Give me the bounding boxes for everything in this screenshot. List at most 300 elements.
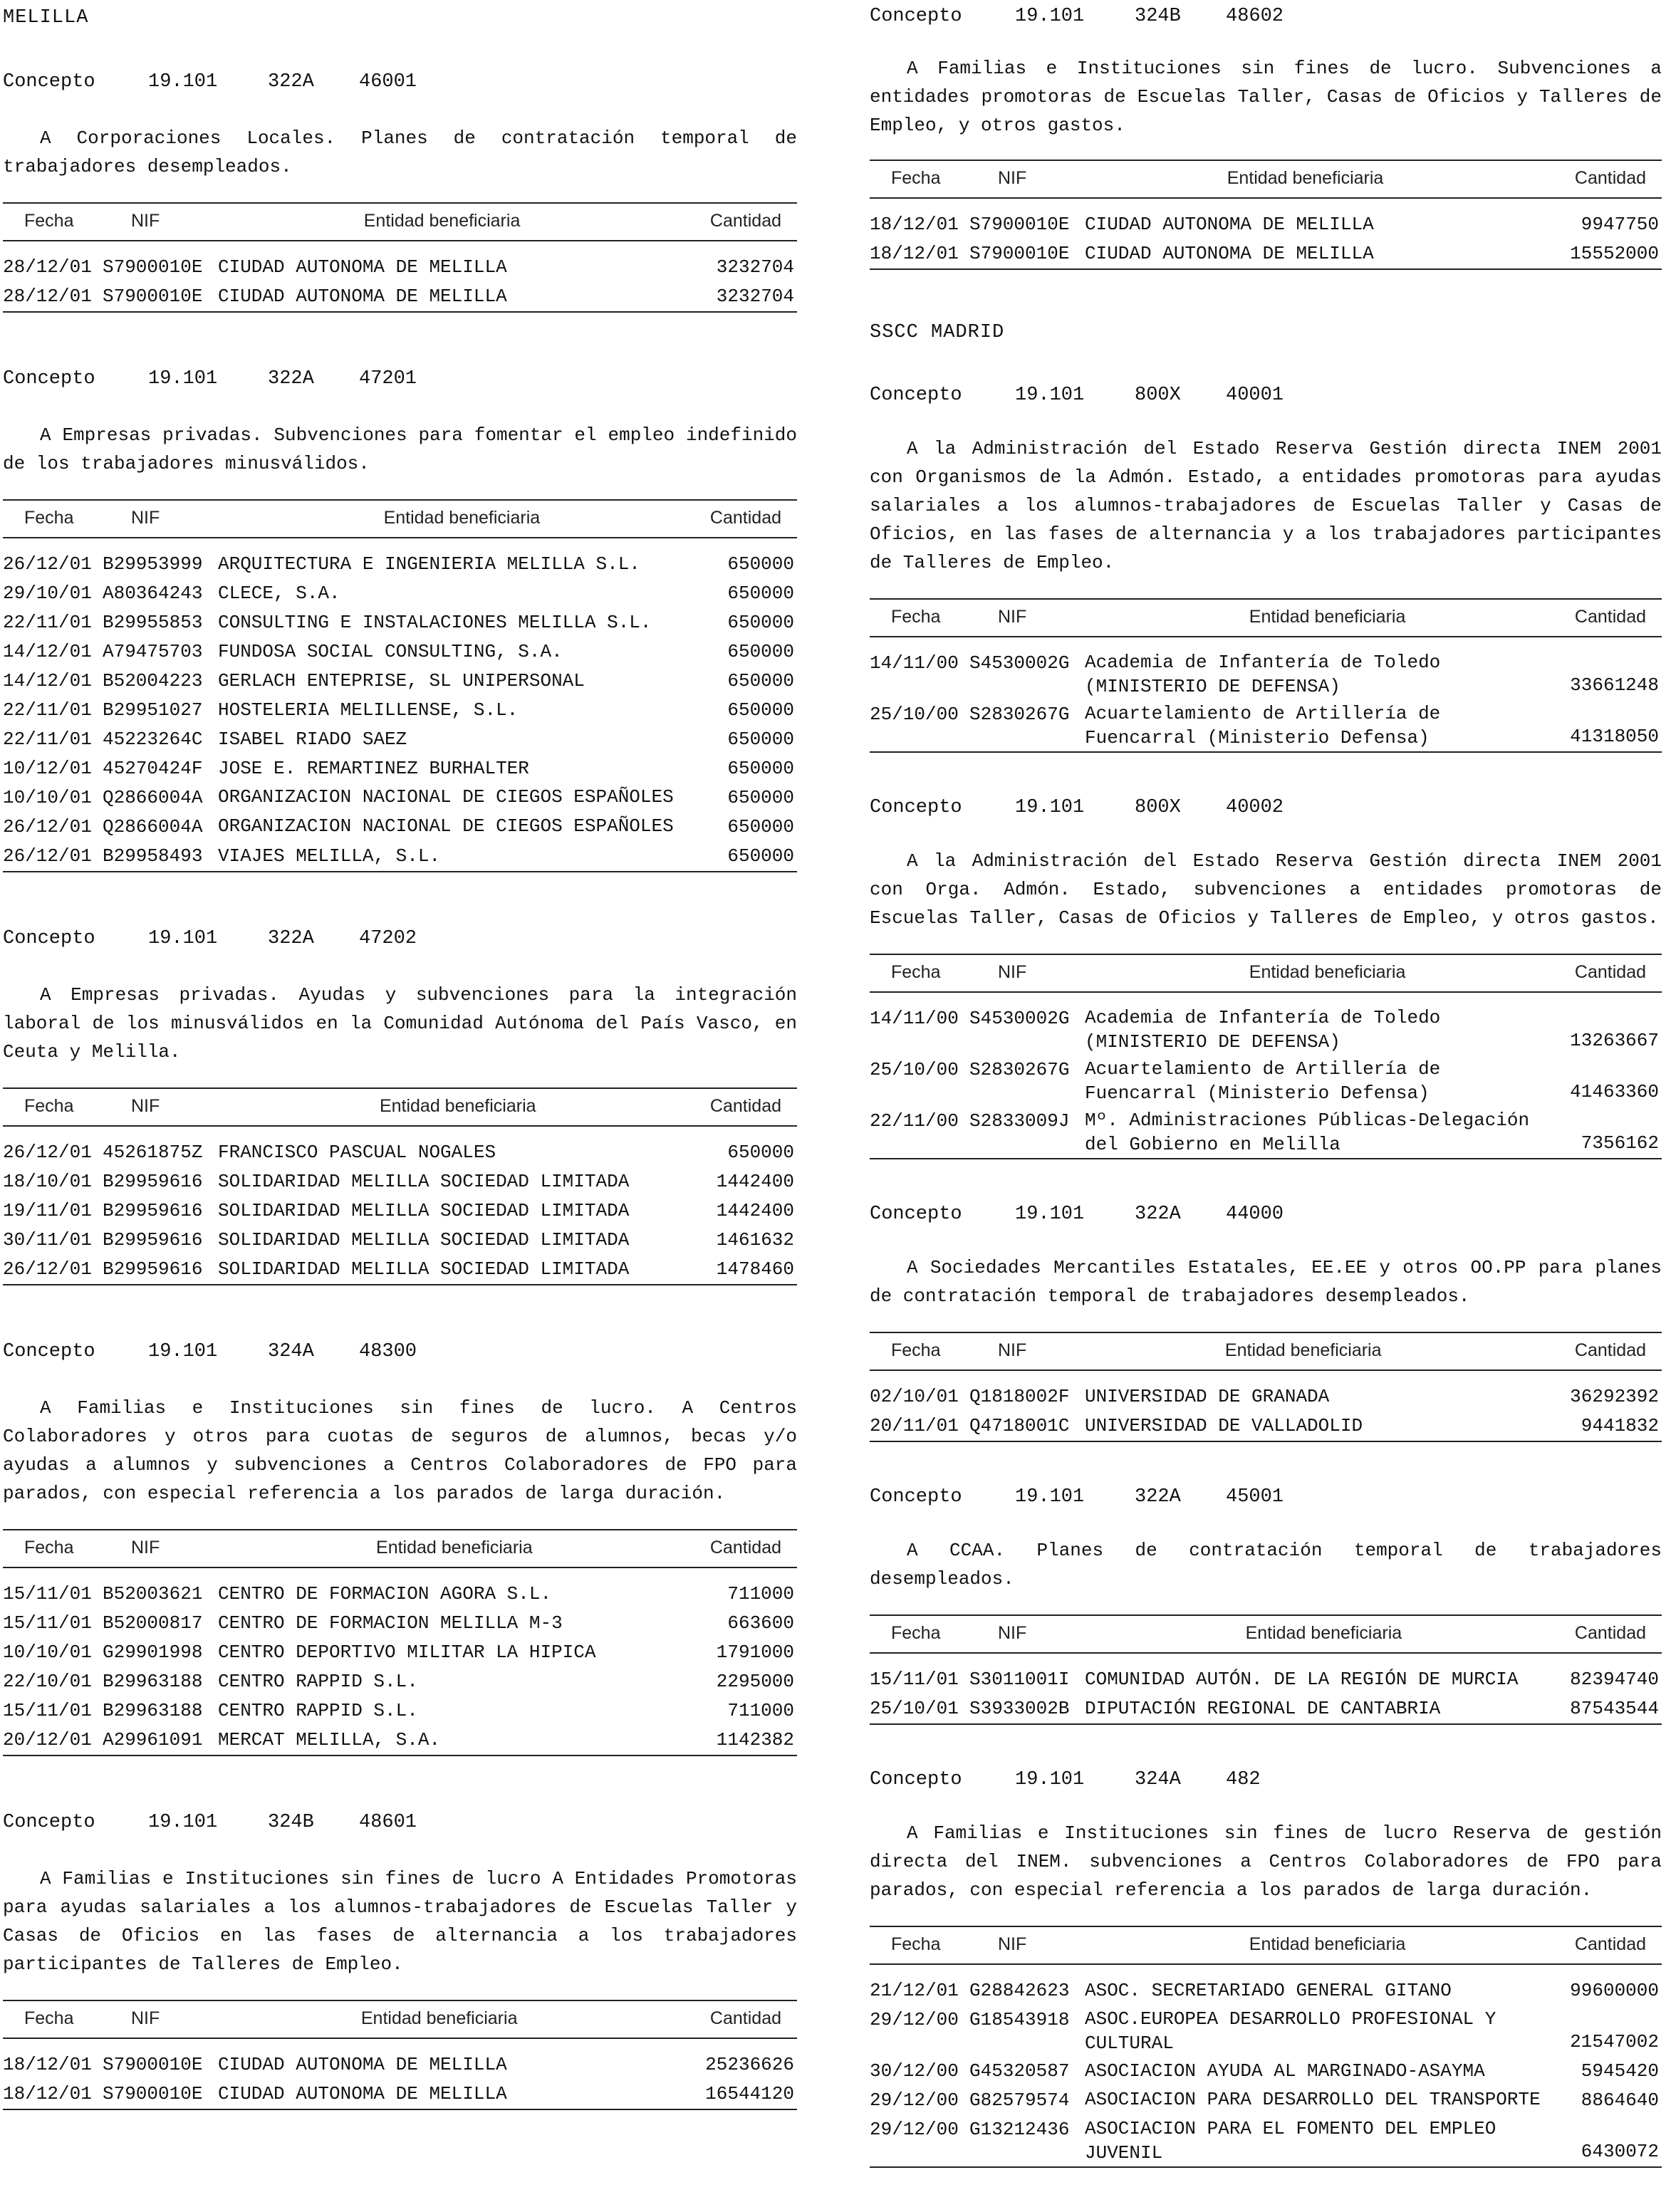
cell-cantidad: 650000 [727, 729, 794, 750]
concepto-code: 19.101 [1015, 6, 1085, 27]
cell-entidad: CIUDAD AUTONOMA DE MELILLA [218, 286, 507, 307]
header-entidad: Entidad beneficiaria [1085, 1332, 1521, 1370]
cell-fecha: 22/11/01 [3, 729, 92, 750]
header-cantidad: Cantidad [666, 203, 797, 241]
cell-fecha: 30/11/01 [3, 1229, 92, 1251]
cell-entidad: VIAJES MELILLA, S.L. [218, 845, 441, 867]
cell-nif: S7900010E [969, 243, 1070, 264]
header-cantidad: Cantidad [1570, 599, 1662, 637]
table-bottom-rule [870, 269, 1662, 274]
cell-nif: S2830267G [969, 1059, 1070, 1080]
concepto-description: A Empresas privadas. Subvenciones para fomentar el empleo indefinido de los trabajadores minusválidos. [3, 424, 797, 474]
cell-nif: Q4718001C [969, 1415, 1070, 1436]
cell-cantidad: 650000 [727, 699, 794, 721]
cell-fecha: 25/10/00 [870, 1059, 959, 1080]
cell-nif: A80364243 [103, 583, 203, 604]
concepto-description: A CCAA. Planes de contratación temporal de trabajadores desempleados. [870, 1540, 1662, 1590]
table-row [3, 1638, 797, 1667]
concepto-section [870, 1769, 1662, 2172]
cell-cantidad: 7356162 [1581, 1132, 1659, 1154]
cell-fecha: 29/12/00 [870, 2090, 959, 2111]
header-cantidad: Cantidad [660, 2000, 797, 2038]
header-fecha: Fecha [870, 160, 969, 198]
header-entidad: Entidad beneficiaria [1085, 599, 1570, 637]
header-nif: NIF [103, 2000, 218, 2038]
cell-entidad: UNIVERSIDAD DE GRANADA [1085, 1386, 1330, 1407]
cell-fecha: 15/11/01 [870, 1669, 959, 1690]
cell-cantidad: 711000 [727, 1583, 794, 1605]
cell-entidad: CIUDAD AUTONOMA DE MELILLA [218, 2054, 507, 2075]
cell-fecha: 25/10/00 [870, 704, 959, 725]
concepto-program: 322A [1135, 1486, 1181, 1508]
concepto-code: 19.101 [148, 368, 218, 390]
table-row [3, 842, 797, 872]
cell-cantidad: 650000 [727, 583, 794, 604]
cell-nif: Q2866004A [103, 816, 203, 838]
table-row [870, 1370, 1662, 1412]
header-entidad: Entidad beneficiaria [1085, 1926, 1570, 1964]
cell-fecha: 20/12/01 [3, 1729, 92, 1751]
cell-nif: 45223264C [103, 729, 203, 750]
cell-cantidad: 33661248 [1570, 674, 1659, 696]
cell-cantidad: 650000 [727, 845, 794, 867]
table-row [3, 1226, 797, 1255]
header-nif: NIF [103, 1088, 218, 1126]
table-row [3, 754, 797, 783]
cell-cantidad: 1478460 [716, 1258, 794, 1280]
cell-fecha: 22/11/01 [3, 612, 92, 633]
table-row [3, 1567, 797, 1609]
cell-cantidad: 15552000 [1570, 243, 1659, 264]
concepto-label: Concepto [3, 368, 95, 390]
table-row [870, 992, 1662, 1055]
cell-entidad: CIUDAD AUTONOMA DE MELILLA [218, 2083, 507, 2104]
concepto-code: 19.101 [1015, 1204, 1085, 1225]
table-row [3, 1255, 797, 1285]
table-row [870, 1412, 1662, 1441]
concepto-label: Concepto [3, 71, 95, 93]
cell-entidad: CENTRO RAPPID S.L. [218, 1671, 418, 1692]
cell-cantidad: 5945420 [1581, 2060, 1659, 2082]
cell-nif: 45270424F [103, 758, 203, 779]
cell-entidad: ASOC. SECRETARIADO GENERAL GITANO [1085, 1980, 1452, 2001]
concepto-label: Concepto [870, 1769, 962, 1790]
cell-cantidad: 8864640 [1581, 2090, 1659, 2111]
cell-cantidad: 36292392 [1570, 1386, 1659, 1407]
cell-cantidad: 650000 [727, 1142, 794, 1163]
cell-cantidad: 3232704 [716, 256, 794, 278]
cell-entidad: COMUNIDAD AUTÓN. DE LA REGIÓN DE MURCIA [1085, 1669, 1519, 1690]
cell-nif: B52004223 [103, 670, 203, 692]
concepto-section [3, 1812, 797, 2114]
table-bottom-rule [870, 1159, 1662, 1164]
cell-nif: S7900010E [103, 256, 203, 278]
cell-entidad: Academia de Infantería de Toledo (MINISTERIO DE DEFENSA) [1085, 652, 1441, 697]
header-fecha: Fecha [870, 599, 969, 637]
cell-entidad: SOLIDARIDAD MELILLA SOCIEDAD LIMITADA [218, 1229, 630, 1251]
cell-entidad: CENTRO RAPPID S.L. [218, 1700, 418, 1721]
cell-entidad: SOLIDARIDAD MELILLA SOCIEDAD LIMITADA [218, 1200, 630, 1221]
table-row [3, 579, 797, 608]
cell-fecha: 26/12/01 [3, 1258, 92, 1280]
concepto-description: A la Administración del Estado Reserva Gestión directa INEM 2001 con Orga. Admón. Estado, subvenciones a entidades promotoras de Escuelas Taller, Casas de Oficios y Talleres de Empleo, y otros gastos. [870, 850, 1662, 929]
cell-cantidad: 711000 [727, 1700, 794, 1721]
concepto-subconcept: 47201 [359, 368, 417, 390]
header-fecha: Fecha [3, 1088, 103, 1126]
concepto-description: A la Administración del Estado Reserva Gestión directa INEM 2001 con Organismos de la Admón. Estado, a entidades promotoras para ayudas salariales a los alumnos-trabajadores de Escuelas Taller y Casas de Oficios, en las fases de alternancia y a los trabajadores participantes de Talleres de Empleo. [870, 438, 1662, 573]
table-row [870, 198, 1662, 239]
table-bottom-rule [870, 2167, 1662, 2172]
cell-nif: S7900010E [103, 2083, 203, 2104]
cell-fecha: 26/12/01 [3, 816, 92, 838]
cell-nif: Q2866004A [103, 787, 203, 808]
header-cantidad: Cantidad [706, 500, 797, 538]
left-sections [3, 71, 797, 2166]
cell-nif: B29959616 [103, 1229, 203, 1251]
cell-cantidad: 9947750 [1581, 214, 1659, 235]
header-entidad: Entidad beneficiaria [218, 2000, 660, 2038]
cell-fecha: 10/12/01 [3, 758, 92, 779]
table-bottom-rule [3, 872, 797, 877]
cell-nif: 45261875Z [103, 1142, 203, 1163]
beneficiary-table [870, 1332, 1662, 1446]
cell-cantidad: 1442400 [716, 1200, 794, 1221]
concepto-program: 800X [1135, 385, 1181, 406]
cell-nif: B29959616 [103, 1171, 203, 1192]
table-row [3, 1726, 797, 1755]
cell-entidad: ORGANIZACION NACIONAL DE CIEGOS ESPAÑOLES [218, 815, 674, 837]
header-fecha: Fecha [870, 1926, 969, 1964]
header-entidad: Entidad beneficiaria [218, 1088, 697, 1126]
cell-cantidad: 1791000 [716, 1642, 794, 1663]
cell-nif: G28842623 [969, 1980, 1070, 2001]
beneficiary-table [870, 598, 1662, 757]
cell-nif: Q1818002F [969, 1386, 1070, 1407]
cell-fecha: 25/10/01 [870, 1698, 959, 1719]
table-row [3, 1167, 797, 1196]
cell-entidad: ISABEL RIADO SAEZ [218, 729, 407, 750]
cell-entidad: CENTRO DE FORMACION MELILLA M-3 [218, 1612, 563, 1634]
cell-nif: S2833009J [969, 1110, 1070, 1132]
concepto-code: 19.101 [1015, 1769, 1085, 1790]
cell-entidad: ASOCIACION AYUDA AL MARGINADO-ASAYMA [1085, 2060, 1485, 2082]
header-nif: NIF [103, 500, 218, 538]
table-row [3, 282, 797, 312]
header-entidad: Entidad beneficiaria [1085, 1615, 1563, 1653]
table-row [3, 1667, 797, 1696]
region-title-melilla: MELILLA [3, 7, 89, 28]
cell-cantidad: 13263667 [1570, 1030, 1659, 1051]
table-bottom-rule [870, 1441, 1662, 1446]
concepto-section [870, 1204, 1662, 1446]
cell-entidad: HOSTELERIA MELILLENSE, S.L. [218, 699, 519, 721]
cell-nif: B29953999 [103, 553, 203, 575]
concepto-line [870, 1204, 1662, 1225]
cell-fecha: 18/12/01 [870, 214, 959, 235]
table-row [870, 1694, 1662, 1724]
concepto-program: 324A [1135, 1769, 1181, 1790]
header-cantidad: Cantidad [1570, 1926, 1662, 1964]
concepto-section [870, 797, 1662, 1164]
cell-nif: B52000817 [103, 1612, 203, 1634]
beneficiary-table [870, 954, 1662, 1164]
cell-cantidad: 41463360 [1570, 1081, 1659, 1102]
table-row [870, 1107, 1662, 1159]
concepto-subconcept: 45001 [1226, 1486, 1284, 1508]
cell-fecha: 10/10/01 [3, 787, 92, 808]
cell-entidad: Acuartelamiento de Artillería de Fuencarral (Ministerio Defensa) [1085, 1058, 1441, 1104]
concepto-line [3, 71, 797, 93]
cell-fecha: 14/12/01 [3, 641, 92, 662]
cell-cantidad: 87543544 [1570, 1698, 1659, 1719]
cell-entidad: ARQUITECTURA E INGENIERIA MELILLA S.L. [218, 553, 640, 575]
cell-nif: G29901998 [103, 1642, 203, 1663]
cell-nif: B29959616 [103, 1200, 203, 1221]
cell-fecha: 22/11/01 [3, 699, 92, 721]
concepto-line [3, 1812, 797, 1833]
concepto-subconcept: 48300 [359, 1341, 417, 1362]
header-fecha: Fecha [3, 500, 103, 538]
concepto-description: A Familias e Instituciones sin fines de lucro. Subvenciones a entidades promotoras de Escuelas Taller, Casas de Oficios y Talleres de Empleo, y otros gastos. [870, 58, 1662, 136]
table-row [870, 2005, 1662, 2057]
cell-fecha: 21/12/01 [870, 1980, 959, 2001]
header-fecha: Fecha [870, 1332, 969, 1370]
cell-fecha: 22/11/00 [870, 1110, 959, 1132]
concepto-code: 19.101 [148, 928, 218, 949]
cell-fecha: 14/11/00 [870, 652, 959, 674]
cell-cantidad: 1142382 [716, 1729, 794, 1751]
table-row [870, 2057, 1662, 2086]
cell-nif: G45320587 [969, 2060, 1070, 2082]
header-cantidad: Cantidad [1563, 1615, 1662, 1653]
header-cantidad: Cantidad [697, 1088, 797, 1126]
beneficiary-table [3, 499, 797, 877]
concepto-label: Concepto [870, 1204, 962, 1225]
cell-entidad: Mº. Administraciones Públicas-Delegación del Gobierno en Melilla [1085, 1110, 1530, 1155]
table-row [3, 725, 797, 754]
cell-nif: G18543918 [969, 2009, 1070, 2030]
cell-nif: S7900010E [969, 214, 1070, 235]
header-entidad: Entidad beneficiaria [218, 500, 706, 538]
beneficiary-table [3, 1087, 797, 1290]
cell-cantidad: 82394740 [1570, 1669, 1659, 1690]
concepto-program: 322A [268, 928, 314, 949]
cell-fecha: 26/12/01 [3, 1142, 92, 1163]
header-cantidad: Cantidad [691, 1530, 797, 1567]
cell-nif: S3011001I [969, 1669, 1070, 1690]
cell-cantidad: 650000 [727, 787, 794, 808]
cell-fecha: 18/12/01 [3, 2083, 92, 2104]
beneficiary-table [870, 1614, 1662, 1729]
table-row [3, 667, 797, 696]
table-row [870, 700, 1662, 752]
cell-entidad: SOLIDARIDAD MELILLA SOCIEDAD LIMITADA [218, 1258, 630, 1280]
cell-cantidad: 1442400 [716, 1171, 794, 1192]
concepto-description: A Sociedades Mercantiles Estatales, EE.EE y otros OO.PP para planes de contratación temporal de trabajadores desempleados. [870, 1257, 1662, 1307]
cell-nif: G13212436 [969, 2119, 1070, 2140]
concepto-section [870, 6, 1662, 274]
cell-fecha: 15/11/01 [3, 1700, 92, 1721]
concepto-subconcept: 48602 [1226, 6, 1284, 27]
header-entidad: Entidad beneficiaria [218, 203, 666, 241]
cell-nif: B29958493 [103, 845, 203, 867]
concepto-label: Concepto [870, 1486, 962, 1508]
cell-cantidad: 99600000 [1570, 1980, 1659, 2001]
table-row [870, 2115, 1662, 2167]
cell-nif: B52003621 [103, 1583, 203, 1605]
header-entidad: Entidad beneficiaria [1085, 160, 1526, 198]
cell-entidad: UNIVERSIDAD DE VALLADOLID [1085, 1415, 1363, 1436]
header-fecha: Fecha [870, 1615, 969, 1653]
concepto-section [3, 368, 797, 877]
cell-fecha: 15/11/01 [3, 1612, 92, 1634]
cell-entidad: CIUDAD AUTONOMA DE MELILLA [1085, 214, 1374, 235]
beneficiary-table [3, 2000, 797, 2114]
concepto-subconcept: 44000 [1226, 1204, 1284, 1225]
table-row [870, 1055, 1662, 1107]
cell-cantidad: 6430072 [1581, 2141, 1659, 2162]
cell-entidad: FRANCISCO PASCUAL NOGALES [218, 1142, 496, 1163]
cell-fecha: 19/11/01 [3, 1200, 92, 1221]
concepto-section [3, 928, 797, 1290]
concepto-code: 19.101 [1015, 797, 1085, 818]
cell-entidad: DIPUTACIÓN REGIONAL DE CANTABRIA [1085, 1698, 1441, 1719]
cell-cantidad: 16544120 [705, 2083, 794, 2104]
cell-entidad: JOSE E. REMARTINEZ BURHALTER [218, 758, 529, 779]
cell-nif: S7900010E [103, 2054, 203, 2075]
header-nif: NIF [969, 599, 1085, 637]
cell-nif: B29963188 [103, 1671, 203, 1692]
cell-nif: B29955853 [103, 612, 203, 633]
cell-entidad: ASOC.EUROPEA DESARROLLO PROFESIONAL Y CULTURAL [1085, 2008, 1496, 2054]
concepto-label: Concepto [3, 1812, 95, 1833]
header-nif: NIF [969, 160, 1085, 198]
cell-nif: A79475703 [103, 641, 203, 662]
concepto-code: 19.101 [148, 1812, 218, 1833]
concepto-description: A Familias e Instituciones sin fines de lucro Reserva de gestión directa del INEM. subvenciones a Centros Colaboradores de FPO para parados, con especial referencia a los parados de larga duración. [870, 1822, 1662, 1901]
concepto-program: 324B [268, 1812, 314, 1833]
header-entidad: Entidad beneficiaria [218, 1530, 691, 1567]
header-nif: NIF [103, 1530, 218, 1567]
cell-entidad: CENTRO DE FORMACION AGORA S.L. [218, 1583, 552, 1605]
cell-fecha: 28/12/01 [3, 256, 92, 278]
table-row [870, 2086, 1662, 2115]
cell-fecha: 14/11/00 [870, 1008, 959, 1029]
cell-entidad: ASOCIACION PARA EL FOMENTO DEL EMPLEO JUVENIL [1085, 2118, 1496, 2164]
header-cantidad: Cantidad [1570, 954, 1662, 992]
table-bottom-rule [3, 1285, 797, 1290]
table-row [3, 696, 797, 725]
table-bottom-rule [3, 1755, 797, 1760]
cell-entidad: CIUDAD AUTONOMA DE MELILLA [1085, 243, 1374, 264]
header-fecha: Fecha [870, 954, 969, 992]
concepto-line [3, 928, 797, 949]
concepto-program: 324B [1135, 6, 1181, 27]
cell-cantidad: 25236626 [705, 2054, 794, 2075]
table-row [870, 637, 1662, 700]
cell-fecha: 18/10/01 [3, 1171, 92, 1192]
table-bottom-rule [3, 2109, 797, 2114]
concepto-subconcept: 40001 [1226, 385, 1284, 406]
concepto-code: 19.101 [148, 1341, 218, 1362]
table-row [3, 241, 797, 282]
cell-fecha: 30/12/00 [870, 2060, 959, 2082]
cell-fecha: 15/11/01 [3, 1583, 92, 1605]
concepto-label: Concepto [870, 797, 962, 818]
header-fecha: Fecha [3, 1530, 103, 1567]
concepto-line [870, 1769, 1662, 1790]
concepto-description: A Familias e Instituciones sin fines de lucro A Entidades Promotoras para ayudas salariales a los alumnos-trabajadores de Escuelas Taller y Casas de Oficios en las fases de alternancia a los trabajadores participantes de Talleres de Empleo. [3, 1868, 797, 1975]
cell-fecha: 18/12/01 [870, 243, 959, 264]
cell-entidad: ORGANIZACION NACIONAL DE CIEGOS ESPAÑOLES [218, 786, 674, 808]
cell-fecha: 20/11/01 [870, 1415, 959, 1436]
cell-entidad: Acuartelamiento de Artillería de Fuencarral (Ministerio Defensa) [1085, 703, 1441, 748]
cell-fecha: 28/12/01 [3, 286, 92, 307]
header-cantidad: Cantidad [1521, 1332, 1662, 1370]
concepto-section [870, 1486, 1662, 1729]
table-row [3, 1609, 797, 1638]
right-top-sections [870, 6, 1662, 274]
concepto-program: 322A [1135, 1204, 1181, 1225]
cell-cantidad: 41318050 [1570, 726, 1659, 747]
cell-fecha: 29/12/00 [870, 2119, 959, 2140]
table-row [870, 239, 1662, 269]
cell-fecha: 29/10/01 [3, 583, 92, 604]
concepto-label: Concepto [3, 1341, 95, 1362]
cell-nif: S3933002B [969, 1698, 1070, 1719]
table-row [870, 1964, 1662, 2005]
right-sections [870, 385, 1662, 2212]
table-row [870, 1653, 1662, 1694]
beneficiary-table [3, 1529, 797, 1760]
cell-cantidad: 650000 [727, 553, 794, 575]
cell-fecha: 10/10/01 [3, 1642, 92, 1663]
header-nif: NIF [103, 203, 218, 241]
concepto-subconcept: 48601 [359, 1812, 417, 1833]
cell-nif: B29951027 [103, 699, 203, 721]
concepto-program: 324A [268, 1341, 314, 1362]
cell-cantidad: 21547002 [1570, 2031, 1659, 2052]
cell-nif: B29963188 [103, 1700, 203, 1721]
beneficiary-table [870, 1926, 1662, 2172]
cell-entidad: GERLACH ENTEPRISE, SL UNIPERSONAL [218, 670, 585, 692]
table-row [3, 1126, 797, 1167]
cell-nif: G82579574 [969, 2090, 1070, 2111]
cell-entidad: SOLIDARIDAD MELILLA SOCIEDAD LIMITADA [218, 1171, 630, 1192]
concepto-program: 322A [268, 368, 314, 390]
header-fecha: Fecha [3, 2000, 103, 2038]
table-row [3, 637, 797, 667]
concepto-line [870, 797, 1662, 818]
cell-entidad: ASOCIACION PARA DESARROLLO DEL TRANSPORTE [1085, 2089, 1541, 2110]
concepto-label: Concepto [870, 6, 962, 27]
cell-entidad: CIUDAD AUTONOMA DE MELILLA [218, 256, 507, 278]
table-bottom-rule [870, 752, 1662, 757]
concepto-subconcept: 46001 [359, 71, 417, 93]
concepto-line [3, 368, 797, 390]
concepto-section [3, 71, 797, 317]
concepto-line [870, 385, 1662, 406]
table-row [3, 608, 797, 637]
concepto-line [3, 1341, 797, 1362]
cell-cantidad: 650000 [727, 641, 794, 662]
concepto-description: A Familias e Instituciones sin fines de lucro. A Centros Colaboradores y otros para cuotas de seguros de alumnos, becas y/o ayudas a alumnos y subvenciones a Centros Colaboradores de FPO para parados, con especial referencia a los parados de larga duración. [3, 1397, 797, 1504]
cell-cantidad: 3232704 [716, 286, 794, 307]
header-fecha: Fecha [3, 203, 103, 241]
cell-cantidad: 1461632 [716, 1229, 794, 1251]
concepto-subconcept: 482 [1226, 1769, 1261, 1790]
header-nif: NIF [969, 1926, 1085, 1964]
